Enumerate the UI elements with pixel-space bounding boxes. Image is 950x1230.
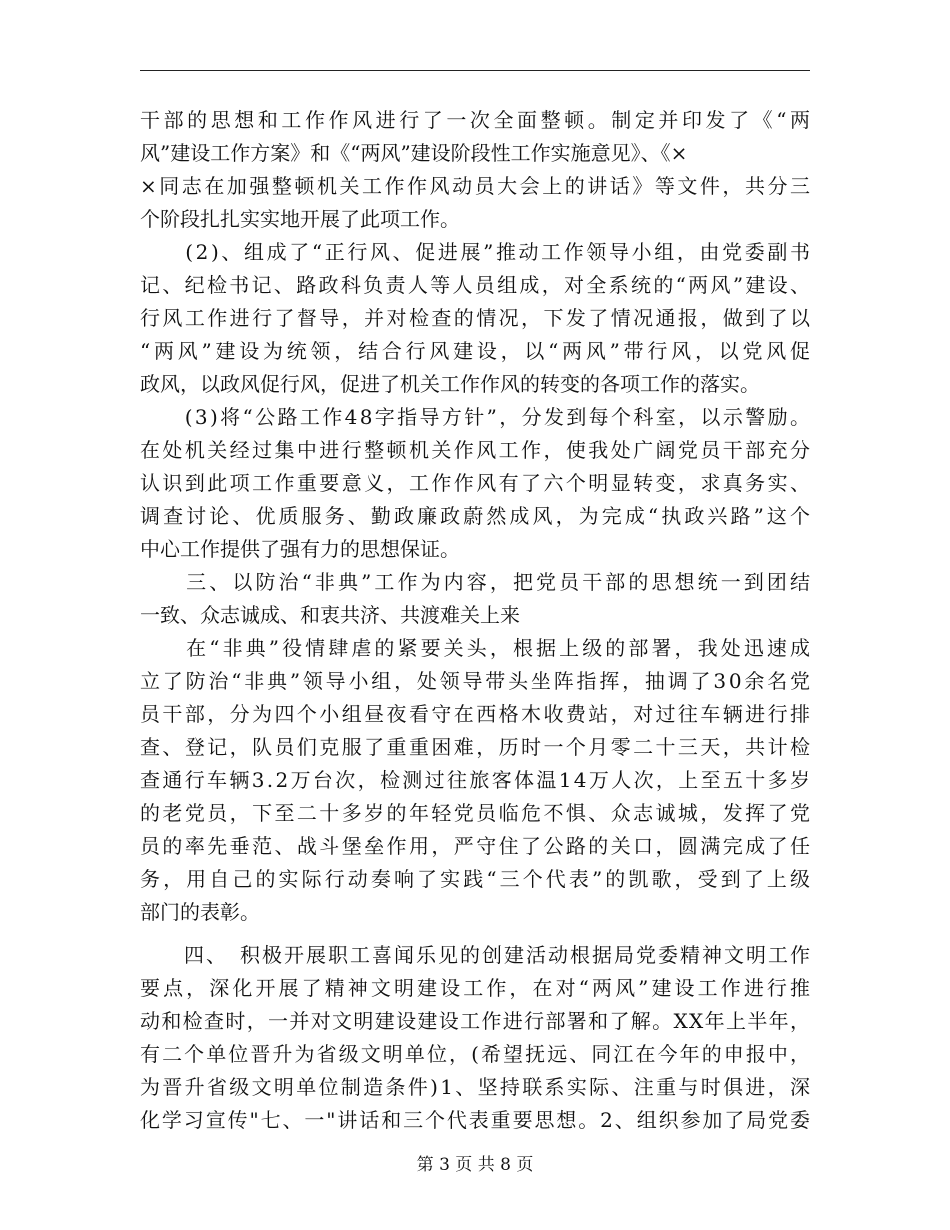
paragraph-gap bbox=[140, 929, 810, 939]
text-line: 记、纪检书记、路政科负责人等人员组成，对全系统的“两风”建设、 bbox=[140, 273, 813, 297]
document-body bbox=[140, 104, 814, 1137]
text-line: 员的率先垂范、战斗堡垒作用，严守住了公路的关口，圆满完成了任 bbox=[140, 834, 813, 858]
text-line: 四、 积极开展职工喜闻乐见的创建活动根据局党委精神文明工作 bbox=[140, 943, 812, 967]
text-line: 化学习宣传"七、一"讲话和三个代表重要思想。2、组织参加了局党委 bbox=[140, 1108, 812, 1132]
text-line: “两风”建设为统领，结合行风建设，以“两风”带行风，以党风促 bbox=[140, 339, 814, 363]
text-line: 政风，以政风促行风，促进了机关工作作风的转变的各项工作的落实。 bbox=[140, 372, 760, 396]
text-line: 务，用自己的实际行动奏响了实践“三个代表”的凯歌，受到了上级 bbox=[140, 867, 814, 891]
text-line: 干部的思想和工作作风进行了一次全面整顿。制定并印发了《“两 bbox=[140, 108, 814, 132]
text-line: 在处机关经过集中进行整顿机关作风工作，使我处广阔党员干部充分 bbox=[140, 438, 813, 462]
text-line: 要点，深化开展了精神文明建设工作，在对“两风”建设工作进行推 bbox=[140, 976, 814, 1000]
text-line: 行风工作进行了督导，并对检查的情况，下发了情况通报，做到了以 bbox=[140, 306, 813, 330]
text-line: ×同志在加强整顿机关工作作风动员大会上的讲话》等文件，共分三 bbox=[140, 174, 813, 198]
text-line: 员干部，分为四个小组昼夜看守在西格木收费站，对过往车辆进行排 bbox=[140, 702, 813, 726]
text-line: 动和检查时，一并对文明建设建设工作进行部署和了解。XX年上半年， bbox=[140, 1009, 812, 1033]
text-line: 查、登记，队员们克服了重重困难，历时一个月零二十三天，共计检 bbox=[140, 735, 813, 759]
text-line: 部门的表彰。 bbox=[140, 900, 260, 924]
text-line: 立了防治“非典”领导小组，处领导带头坐阵指挥，抽调了30余名党 bbox=[140, 669, 813, 693]
text-line: 风”建设工作方案》和《“两风”建设阶段性工作实施意见》、《× bbox=[140, 141, 688, 165]
text-line: (3)将“公路工作48字指导方针”，分发到每个科室，以示警励。 bbox=[140, 405, 813, 429]
text-line: 三、以防治“非典”工作为内容，把党员干部的思想统一到团结 bbox=[140, 570, 814, 594]
header-rule bbox=[140, 70, 810, 71]
text-line: 中心工作提供了强有力的思想保证。 bbox=[140, 537, 460, 561]
text-line: 调查讨论、优质服务、勤政廉政蔚然成风，为完成“执政兴路”这个 bbox=[140, 504, 814, 528]
text-line: 认识到此项工作重要意义，工作作风有了六个明显转变，求真务实、 bbox=[140, 471, 813, 495]
page-number-footer: 第 3 页 共 8 页 bbox=[416, 1155, 534, 1175]
text-line: 在“非典”役情肆虐的紧要关头，根据上级的部署，我处迅速成 bbox=[140, 636, 814, 660]
text-line: (2)、组成了“正行风、促进展”推动工作领导小组，由党委副书 bbox=[140, 240, 813, 264]
text-line: 有二个单位晋升为省级文明单位，(希望抚远、同江在今年的申报中， bbox=[140, 1042, 813, 1066]
text-line: 为晋升省级文明单位制造条件)1、坚持联系实际、注重与时俱进，深 bbox=[140, 1075, 813, 1099]
text-line: 查通行车辆3.2万台次，检测过往旅客体温14万人次，上至五十多岁 bbox=[140, 768, 813, 792]
text-line: 个阶段扎扎实实地开展了此项工作。 bbox=[140, 207, 460, 231]
text-line: 的老党员，下至二十多岁的年轻党员临危不惧、众志诚城，发挥了党 bbox=[140, 801, 813, 825]
text-line: 一致、众志诚成、和衷共济、共渡难关上来 bbox=[140, 603, 520, 627]
